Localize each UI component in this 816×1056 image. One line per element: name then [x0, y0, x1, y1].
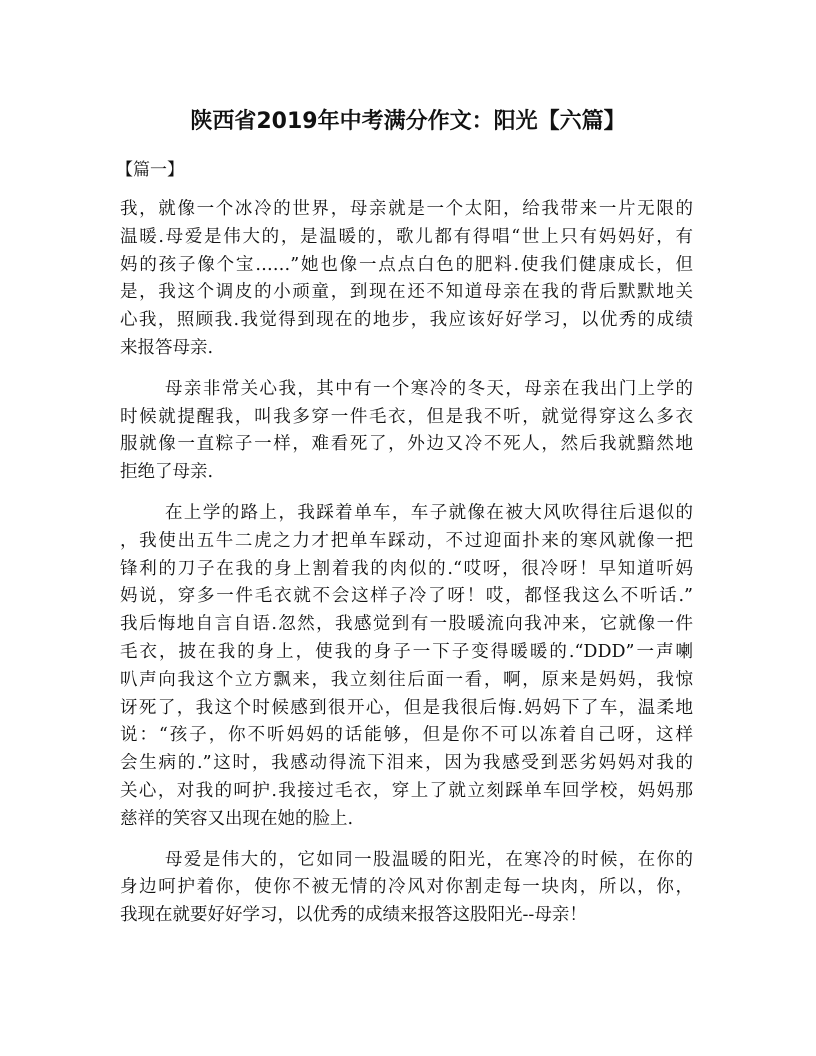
text-line: 心我，照顾我.我觉得到现在的地步，我应该好好学习，以优秀的成绩 [120, 310, 693, 331]
text-line: 我后悔地自言自语.忽然，我感觉到有一股暖流向我冲来，它就像一件 [120, 614, 693, 635]
text-line: 妈说，穿多一件毛衣就不会这样子冷了呀！哎，都怪我这么不听话.” [120, 586, 693, 607]
page-title: 陕西省2019年中考满分作文：阳光【六篇】 [190, 109, 626, 134]
text-line: 说：“孩子，你不听妈妈的话能够，但是你不可以冻着自己呀，这样 [120, 725, 693, 746]
text-line: 妈的孩子像个宝……”她也像一点点白色的肥料.使我们健康成长，但 [120, 254, 693, 275]
text-line: 叭声向我这个立方飘来，我立刻往后面一看，啊，原来是妈妈，我惊 [120, 669, 693, 690]
text-line: 母亲非常关心我，其中有一个寒冷的冬天，母亲在我出门上学的 [165, 378, 693, 399]
section-heading: 【篇一】 [116, 160, 184, 180]
text-line: 慈祥的笑容又出现在她的脸上. [120, 808, 354, 829]
text-line: 来报答母亲. [120, 337, 214, 358]
paragraph [120, 500, 693, 834]
text-line: 会生病的.”这时，我感动得流下泪来，因为我感受到恶劣妈妈对我的 [120, 753, 693, 774]
text-line: 讶死了，我这个时候感到很开心，但是我很后悔.妈妈下了车，温柔地 [120, 697, 693, 718]
text-line: 我，就像一个冰冷的世界，母亲就是一个太阳，给我带来一片无限的 [120, 199, 693, 219]
paragraph [120, 376, 693, 487]
paragraph [120, 847, 693, 930]
text-line: ，我使出五牛二虎之力才把单车踩动，不过迎面扑来的寒风就像一把 [120, 530, 693, 551]
text-line: 身边呵护着你，使你不被无情的冷风对你割走每一块肉，所以，你， [120, 877, 693, 898]
text-line: 母爱是伟大的，它如同一股温暖的阳光，在寒冷的时候，在你的 [165, 849, 693, 870]
text-line: 拒绝了母亲. [120, 462, 214, 483]
paragraph [120, 196, 693, 363]
text-line: 毛衣，披在我的身上，使我的身子一下子变得暖暖的.“DDD”一声喇 [120, 641, 693, 662]
text-line: 锋利的刀子在我的身上割着我的肉似的.“哎呀，很冷呀！早知道听妈 [120, 558, 693, 579]
text-line: 是，我这个调皮的小顽童，到现在还不知道母亲在我的背后默默地关 [120, 282, 693, 303]
text-line: 在上学的路上，我踩着单车，车子就像在被大风吹得往后退似的 [165, 502, 693, 523]
text-line: 温暖.母爱是伟大的，是温暖的，歌儿都有得唱“世上只有妈妈好，有 [120, 226, 693, 247]
essay-body [120, 196, 693, 943]
text-line: 关心，对我的呵护.我接过毛衣，穿上了就立刻踩单车回学校，妈妈那 [120, 780, 693, 801]
text-line: 我现在就要好好学习，以优秀的成绩来报答这股阳光--母亲！ [120, 905, 587, 926]
text-line: 服就像一直粽子一样，难看死了，外边又冷不死人，然后我就黯然地 [120, 434, 693, 455]
text-line: 时候就提醒我，叫我多穿一件毛衣，但是我不听，就觉得穿这么多衣 [120, 406, 693, 427]
